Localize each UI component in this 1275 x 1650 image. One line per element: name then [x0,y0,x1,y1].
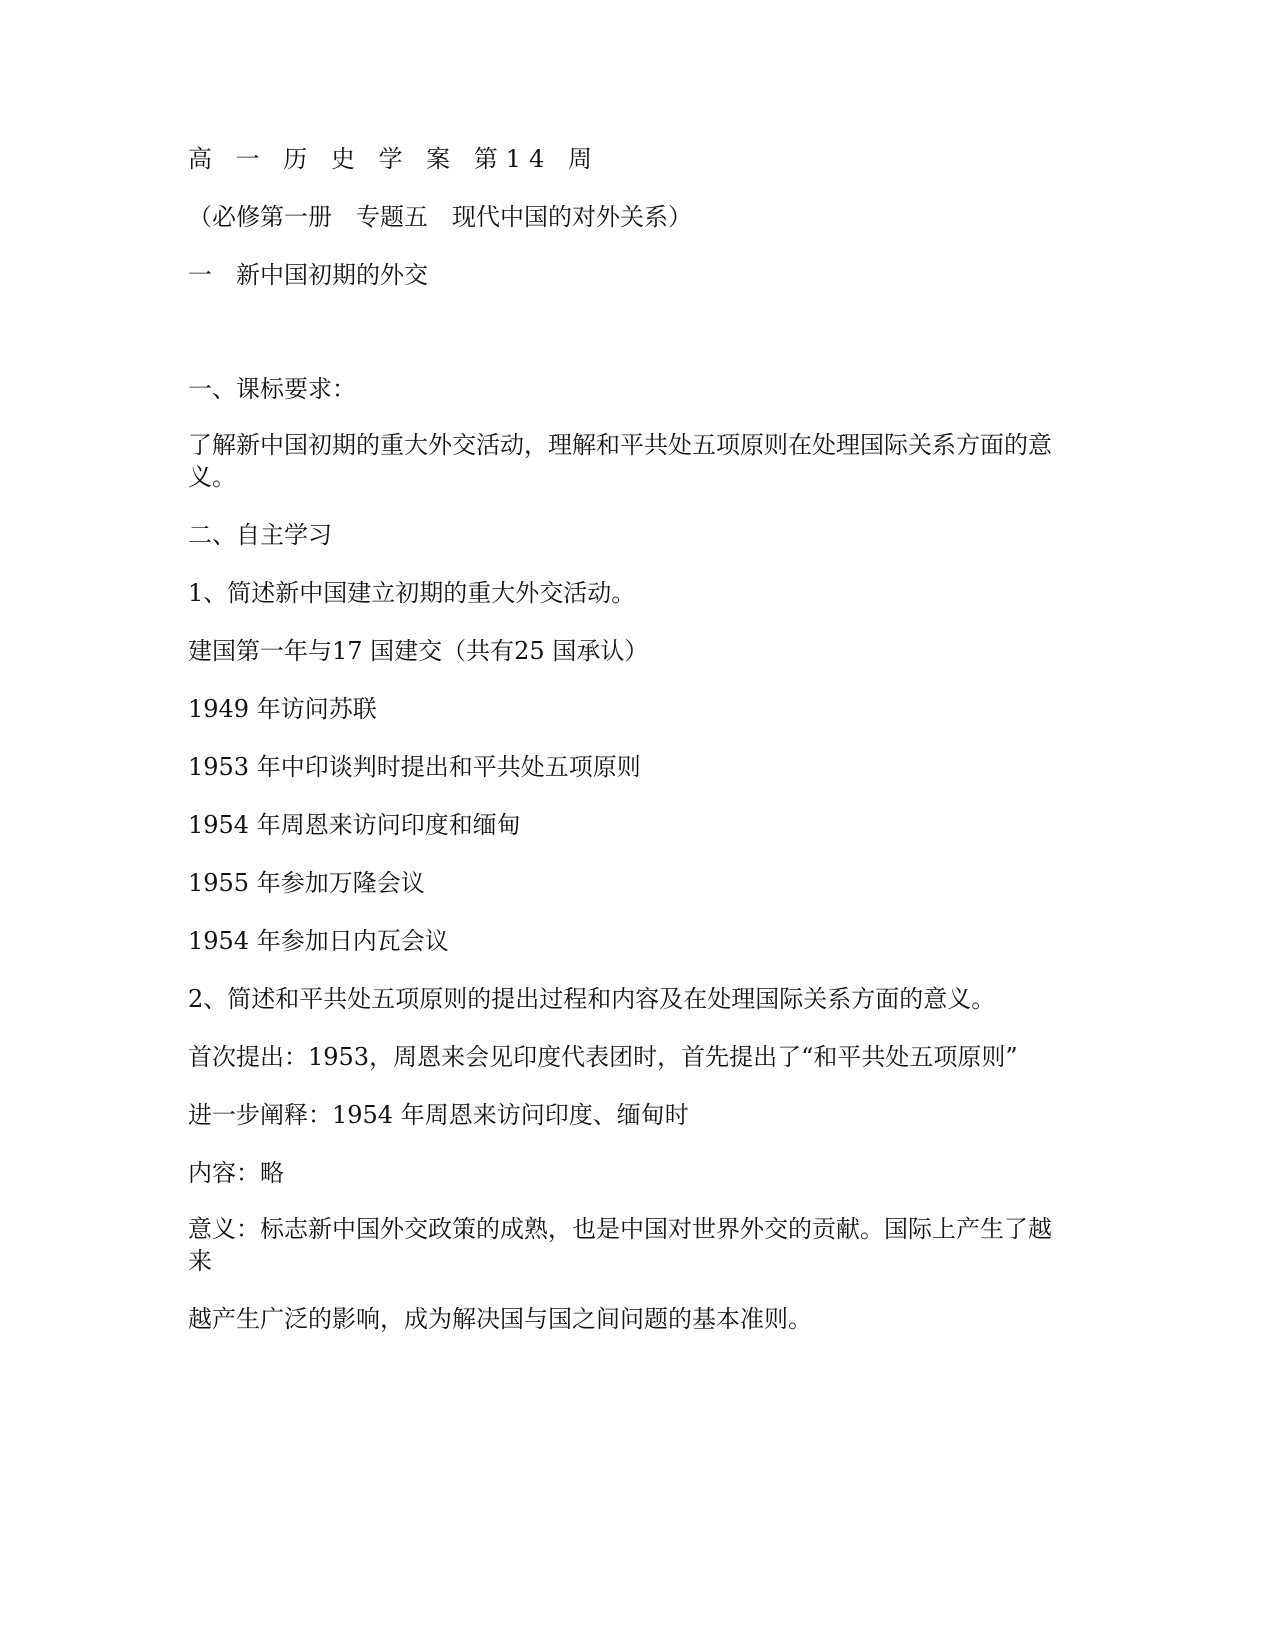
course-requirements-heading: 一、课标要求： [188,375,356,403]
section-heading: 一 新中国初期的外交 [188,261,428,289]
significance-text-line-2: 来 [188,1247,212,1275]
event-item: 建国第一年与17 国建交（共有25 国承认） [188,637,649,665]
first-proposed-text: 首次提出：1953，周恩来会见印度代表团时，首先提出了“和平共处五项原则” [188,1043,1018,1071]
question-1: 1、简述新中国建立初期的重大外交活动。 [188,579,636,607]
event-item: 1955 年参加万隆会议 [188,869,425,897]
further-explained-text: 进一步阐释：1954 年周恩来访问印度、缅甸时 [188,1101,689,1129]
event-item: 1953 年中印谈判时提出和平共处五项原则 [188,753,641,781]
course-requirements-text-line-1: 了解新中国初期的重大外交活动，理解和平共处五项原则在处理国际关系方面的意 [188,431,1052,459]
significance-text-line-3: 越产生广泛的影响，成为解决国与国之间问题的基本准则。 [188,1305,812,1333]
event-item: 1949 年访问苏联 [188,695,377,723]
event-item: 1954 年周恩来访问印度和缅甸 [188,811,521,839]
page-subtitle: （必修第一册 专题五 现代中国的对外关系） [188,203,692,231]
content-text: 内容：略 [188,1159,284,1187]
event-item: 1954 年参加日内瓦会议 [188,927,449,955]
significance-text-line-1: 意义：标志新中国外交政策的成熟，也是中国对世界外交的贡献。国际上产生了越 [188,1215,1052,1243]
self-study-heading: 二、自主学习 [188,521,332,549]
page-title: 高 一 历 史 学 案 第14 周 [188,145,600,173]
question-2: 2、简述和平共处五项原则的提出过程和内容及在处理国际关系方面的意义。 [188,985,996,1013]
course-requirements-text-line-2: 义。 [188,463,236,491]
